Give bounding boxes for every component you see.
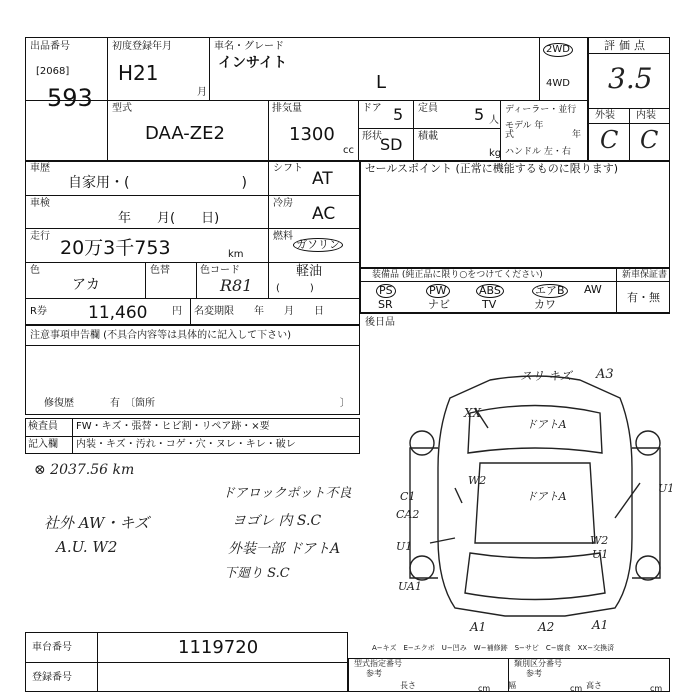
shape-value: SD — [380, 135, 403, 154]
model-label: 型式 — [112, 103, 132, 114]
lot-number: 593 — [47, 84, 93, 112]
mileage-label: 走行 — [30, 231, 50, 242]
equip-navi: ナビ — [428, 298, 450, 311]
type-cert-ref: 参考 — [366, 669, 382, 678]
mark-u1-left: U1 — [396, 540, 413, 553]
equip-sr: SR — [378, 298, 393, 311]
repair-label: 修復歴 — [44, 398, 74, 409]
shift-label: シフト — [273, 163, 303, 174]
equip-aw: AW — [584, 283, 602, 296]
hand-note-3: ヨゴレ 内 S.C — [232, 513, 322, 529]
hand-note-6: 下廻り S.C — [224, 566, 290, 581]
mark-a3: A3 — [596, 367, 614, 382]
interior-value: C — [640, 126, 659, 154]
mark-w2-left: W2 — [468, 474, 487, 487]
damage-legend: A−キズ E−エクボ U−凹み W−補修跡 S−サビ C−腐食 XX−交換済 — [372, 644, 615, 652]
mark-door-front: ドアトA — [526, 418, 567, 431]
mark-a2: A2 — [538, 620, 555, 634]
after-label: 後日品 — [365, 317, 395, 328]
color-value: アカ — [72, 277, 100, 293]
notes-label: 注意事項申告欄 (不具合内容等は具体的に記入して下さい) — [30, 330, 291, 341]
doors-label: ドア — [362, 103, 382, 114]
equip-pw: PW — [426, 284, 450, 298]
exterior-label: 外装 — [595, 110, 615, 121]
height-unit: cm — [650, 684, 663, 693]
recycle-label: R券 — [30, 306, 47, 317]
warranty-value: 有・無 — [627, 291, 660, 304]
width-unit: cm — [570, 684, 583, 693]
recycle-value: 11,460 — [88, 303, 148, 323]
doors-value: 5 — [393, 105, 404, 124]
name-change-label: 名変期限 — [194, 306, 234, 317]
mark-ua1: UA1 — [398, 580, 422, 593]
mileage-unit: km — [228, 249, 244, 260]
category-ref: 参考 — [526, 669, 542, 678]
interior-label: 内装 — [636, 110, 656, 121]
mark-ca2: CA2 — [396, 508, 420, 521]
equip-abs: ABS — [476, 284, 504, 298]
mark-door-rear: ドアトA — [526, 490, 567, 503]
inspector-row-1: FW・キズ・張替・ヒビ割・リペア跡・×要 — [76, 421, 270, 432]
car-name-value: インサイト — [218, 55, 288, 71]
equip-leather: カワ — [534, 298, 556, 311]
score-value: 3.5 — [608, 62, 653, 95]
length-label: 長さ — [400, 681, 416, 690]
model-year-label: モデル 年式 — [505, 121, 544, 140]
ac-value: AC — [312, 204, 336, 224]
year-unit: 年 — [572, 130, 582, 140]
inspector-label-2: 記入欄 — [28, 439, 58, 450]
dealer-label: ディーラー・並行 — [505, 105, 577, 115]
hand-note-4: A.U. W2 — [56, 538, 118, 556]
mark-u1-right-2: U1 — [592, 548, 609, 561]
handle-label: ハンドル 左・右 — [505, 147, 571, 157]
inspection-label: 車検 — [30, 198, 50, 209]
hand-note-2: 社外 AW・キズ — [44, 514, 150, 532]
score-label: 評価点 — [604, 39, 649, 52]
type-cert-label: 型式指定番号 — [354, 659, 402, 668]
shift-value: AT — [312, 169, 333, 189]
fuel-gas: ガソリン — [293, 238, 343, 252]
equip-airbag: エアB — [532, 284, 568, 298]
mark-c1: C1 — [400, 490, 416, 503]
lot-label: 出品番号 — [30, 41, 70, 52]
sales-point-label: セールスポイント (正常に機能するものに限ります) — [365, 162, 619, 175]
lot-sub: [2068] — [36, 66, 70, 77]
fuel-diesel: 軽油 — [296, 264, 323, 279]
month-unit: 月 — [197, 87, 207, 98]
mark-xx: XX — [464, 406, 482, 420]
displacement-label: 排気量 — [272, 103, 302, 114]
mark-a1-left: A1 — [470, 620, 487, 634]
equip-tv: TV — [482, 298, 497, 311]
exterior-value: C — [600, 126, 619, 154]
name-change-value: 年 月 日 — [254, 306, 324, 317]
car-name-label: 車名・グレード — [214, 41, 284, 52]
first-reg-label: 初度登録年月 — [112, 41, 172, 52]
load-label: 積載 — [418, 131, 438, 142]
fuel-label: 燃料 — [273, 231, 293, 242]
drive-4wd: 4WD — [546, 78, 570, 89]
equip-ps: PS — [376, 284, 396, 298]
first-reg-value: H21 — [118, 61, 159, 85]
inspector-label-1: 検査員 — [28, 421, 58, 432]
recycle-unit: 円 — [172, 306, 182, 317]
capacity-unit: 人 — [489, 115, 499, 126]
new-warranty-label: 新車保証書 — [622, 270, 668, 280]
sales-point-box — [360, 160, 670, 268]
repair-value: 有 〔箇所 — [110, 398, 155, 409]
chassis-value: 1119720 — [178, 637, 259, 658]
width-label: 幅 — [508, 681, 516, 690]
shape-label: 形状 — [362, 131, 382, 142]
color-label: 色 — [30, 265, 40, 276]
mark-scratch: スリ キズ — [520, 369, 572, 383]
fuel-paren: ( ) — [276, 283, 314, 294]
equipment-label: 装備品 (純正品に限り○をつけてください) — [372, 270, 543, 280]
history-label: 車歴 — [30, 163, 50, 174]
mark-u1-right: U1 — [658, 482, 675, 495]
height-label: 高さ — [586, 681, 602, 690]
length-unit: cm — [478, 684, 491, 693]
category-label: 類別区分番号 — [514, 659, 562, 668]
capacity-label: 定員 — [418, 103, 438, 114]
ac-label: 冷房 — [273, 198, 293, 209]
hand-note-1: ドアロックポット不良 — [222, 486, 352, 501]
mark-w2-right: W2 — [590, 534, 609, 547]
mark-a1-right: A1 — [592, 618, 609, 632]
hand-odometer: ⊗ 2037.56 km — [34, 462, 135, 478]
repair-close: 〕 — [340, 398, 350, 409]
displacement-value: 1300 — [289, 124, 335, 145]
color-special-label: 色替 — [150, 265, 170, 276]
load-unit: kg — [489, 148, 502, 159]
grade-value: L — [376, 72, 387, 93]
drive-2wd: 2WD — [543, 43, 573, 57]
model-value: DAA-ZE2 — [145, 123, 225, 144]
color-code-value: R81 — [220, 276, 253, 295]
mileage-value: 20万3千753 — [60, 237, 171, 259]
inspector-row-2: 内装・キズ・汚れ・コゲ・穴・ヌレ・キレ・破レ — [76, 439, 296, 450]
color-code-label: 色コード — [200, 265, 240, 276]
chassis-label: 車台番号 — [32, 642, 72, 653]
history-value: 自家用・( ) — [68, 175, 247, 191]
capacity-value: 5 — [474, 105, 485, 124]
reg-label: 登録番号 — [32, 672, 72, 683]
inspection-value: 年 月( 日) — [118, 211, 220, 226]
hand-note-5: 外装一部 ドアトA — [228, 541, 341, 557]
displacement-unit: cc — [343, 145, 354, 156]
